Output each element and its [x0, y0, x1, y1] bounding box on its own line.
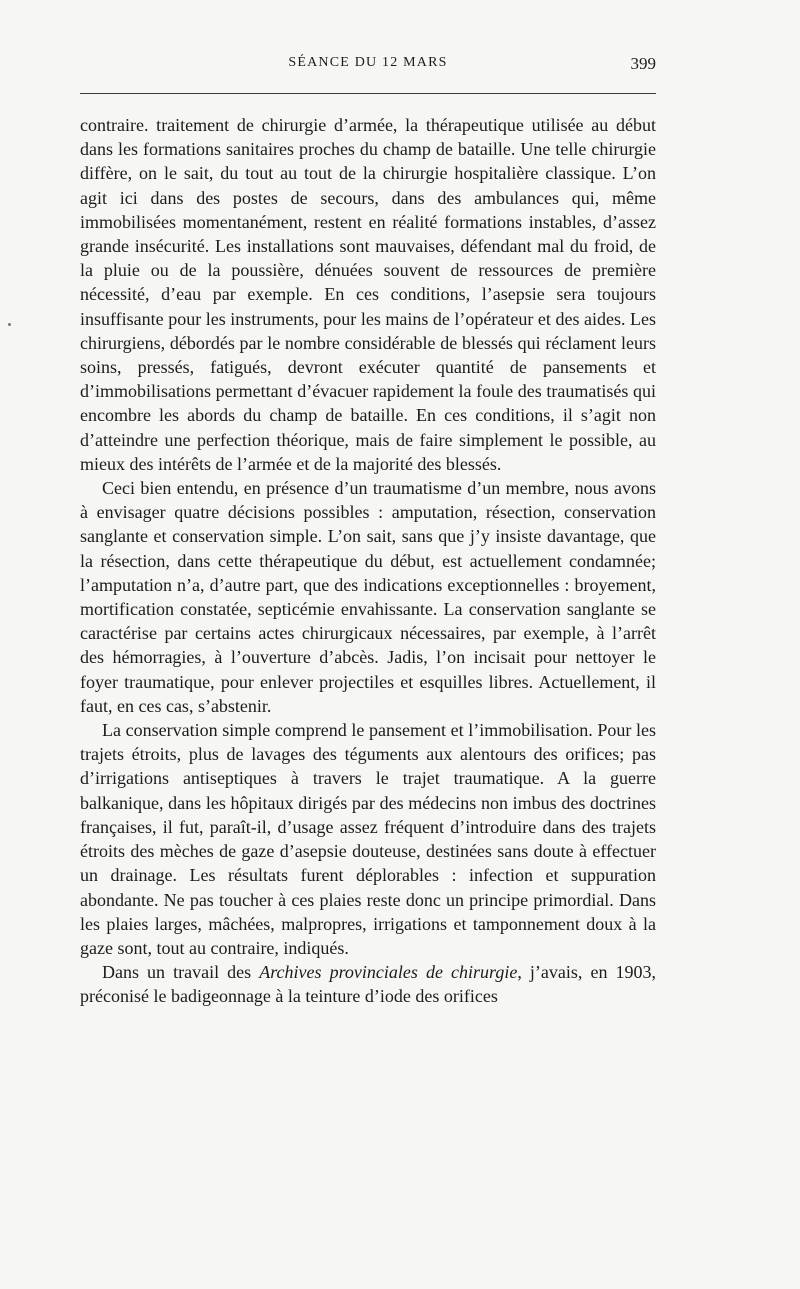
body-text — [80, 113, 656, 1009]
running-head — [80, 55, 656, 77]
paragraph-4 — [80, 960, 656, 1008]
margin-speck — [8, 323, 11, 326]
paragraph-3: La conservation simple comprend le pansement et l’immobilisation. Pour les trajets étroits, plus de lavages des téguments aux alentours des orifices; pas d’irrigations antiseptiques à travers le trajet traumatique. A la guerre balkanique, dans les hôpitaux dirigés par des médecins non imbus des doctrines françaises, il fut, paraît-il, d’usage assez fréquent d’introduire dans des trajets étroits des mèches de gaze d’asepsie douteuse, destinées sans doute à effectuer un drainage. Les résultats furent déplorables : infection et suppuration abondante. Ne pas toucher à ces plaies reste donc un principe primordial. Dans les plaies larges, mâchées, malpropres, irrigations et tamponnement doux à la gaze sont, tout au contraire, indiqués. — [80, 720, 656, 958]
paragraph-4-end: , j’avais, en 1903, préconisé le badigeonnage à la teinture d’iode des orifices — [80, 962, 656, 1007]
paragraph-2: Ceci bien entendu, en présence d’un traumatisme d’un membre, nous avons à envisager quatre décisions possibles : amputation, résection, conservation sanglante et conservation simple. L’on sait, sans que j’y insiste davantage, que la résection, dans cette thérapeutique du début, est actuellement condamnée; l’amputation n’a, d’autre part, que des indications exceptionnelles : broyement, mortification constatée, septicémie envahissante. La conservation sanglante se caractérise par certains actes chirurgicaux nécessaires, par exemple, à l’arrêt des hémorragies, à l’ouverture d’abcès. Jadis, l’on incisait pour nettoyer le foyer traumatique, pour enlever projectiles et esquilles libres. Actuellement, il faut, en ces cas, s’abstenir. — [80, 478, 656, 716]
page-number: 399 — [630, 54, 656, 73]
paragraph-1: contraire. traitement de chirurgie d’armée, la thérapeutique utilisée au début dans les formations sanitaires proches du champ de bataille. Une telle chirurgie diffère, on le sait, du tout au tout de la chirurgie hospitalière classique. L’on agit ici dans des postes de secours, dans des ambulances qui, même immobilisées momentanément, restent en réalité formations instables, d’assez grande insécurité. Les installations sont mauvaises, défendant mal du froid, de la pluie ou de la poussière, dénuées souvent de ressources de première nécessité, d’eau par exemple. En ces conditions, l’asepsie sera toujours insuffisante pour les instruments, pour les mains de l’opérateur et des aides. Les chirurgiens, débordés par le nombre considérable de blessés qui réclament leurs soins, pressés, fatigués, devront exécuter quantité de pansements et d’immobilisations permettant d’évacuer rapidement la foule des traumatisés qui encombre les abords du champ de bataille. En ces conditions, il s’agit non d’atteindre une perfection théorique, mais de faire simplement le possible, au mieux des intérêts de l’armée et de la majorité des blessés. — [80, 115, 656, 474]
running-title: SÉANCE DU 12 MARS — [288, 55, 448, 70]
journal-title: Archives provinciales de chirurgie — [259, 962, 518, 983]
paragraph-4-start: Dans un travail des — [102, 962, 260, 983]
header-rule — [80, 93, 656, 94]
